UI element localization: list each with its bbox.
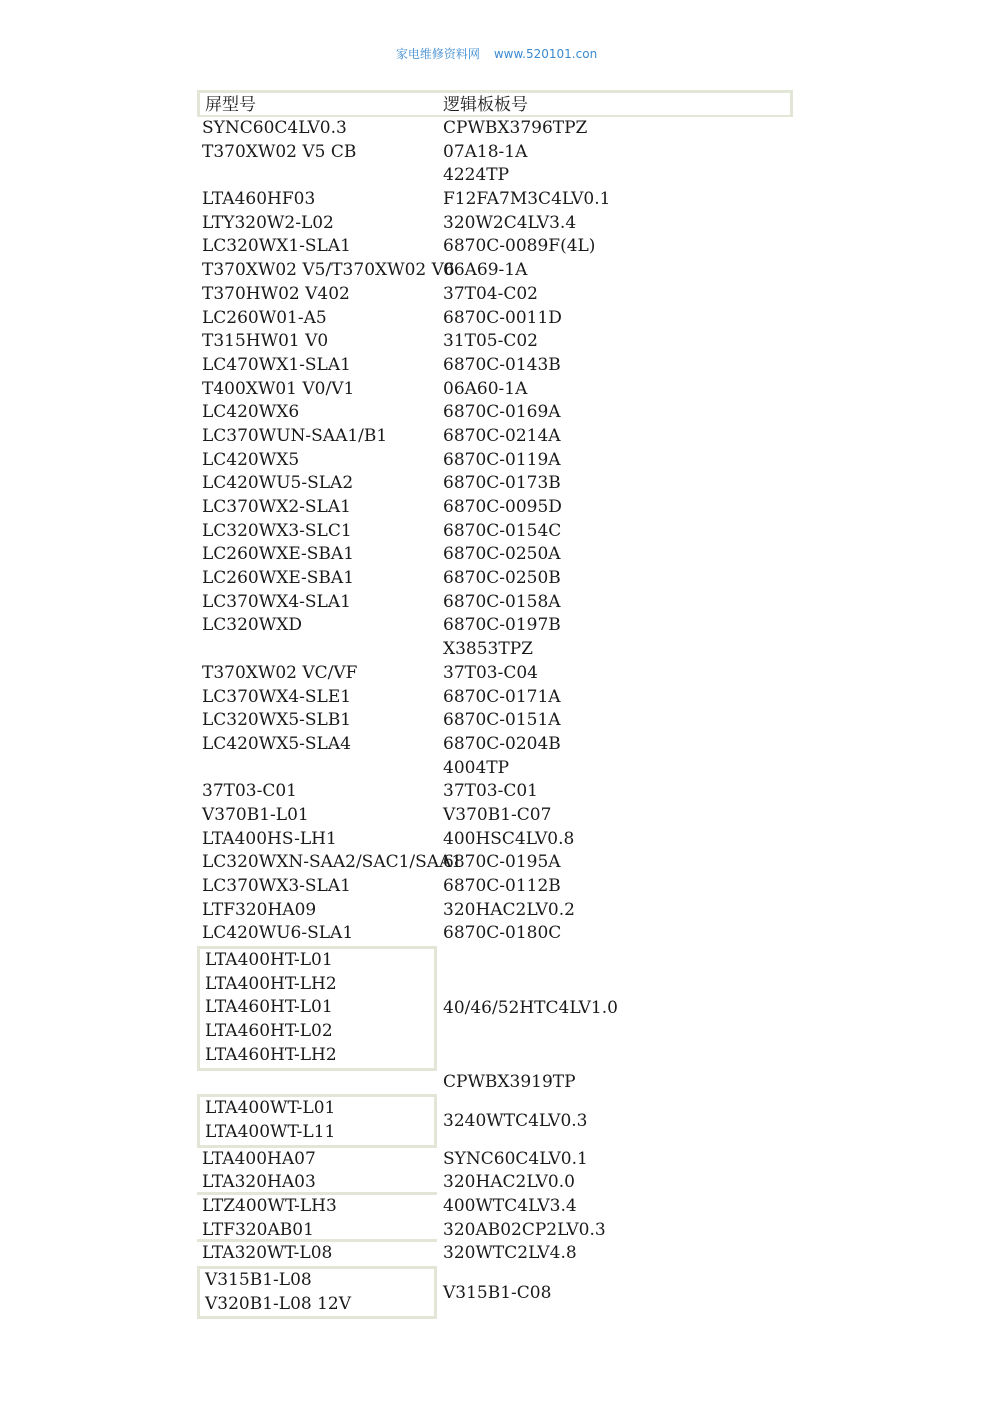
table-row (197, 804, 793, 828)
screen-model-cell: LC420WU5-SLA2 (202, 473, 354, 494)
screen-model-cell: LC420WX5-SLA4 (202, 733, 351, 754)
table-row-group (197, 1094, 793, 1147)
logic-board-cell: 4004TP (443, 757, 510, 778)
table-row (197, 638, 793, 662)
logic-board-cell: 320HAC2LV0.0 (443, 1172, 575, 1193)
screen-model-cell: LTY320W2-L02 (202, 212, 334, 233)
table-row (197, 662, 793, 686)
logic-board-cell: 6870C-0158A (443, 591, 561, 612)
table-row (197, 1171, 793, 1195)
screen-model-cell: T370XW02 V5 CB (202, 141, 357, 162)
screen-model-cell: LC470WX1-SLA1 (202, 354, 351, 375)
screen-model-cell: LTA460HF03 (202, 189, 316, 210)
logic-board-cell: 320WTC2LV4.8 (443, 1243, 577, 1264)
screen-model-cell: LC370WX4-SLA1 (202, 591, 351, 612)
column-header-logic-board: 逻辑板板号 (437, 90, 793, 117)
logic-group-cell: 3240WTC4LV0.3 (443, 1110, 588, 1131)
screen-model-cell: LC320WX1-SLA1 (202, 236, 351, 257)
table-row (197, 188, 793, 212)
screen-model-cell (197, 757, 437, 781)
logic-board-cell: 6870C-0195A (443, 852, 561, 873)
screen-group-cell (197, 1266, 437, 1319)
logic-board-cell: 6870C-0197B (443, 615, 561, 636)
table-row (197, 164, 793, 188)
logic-board-cell: 6870C-0171A (443, 686, 561, 707)
logic-board-cell: 400HSC4LV0.8 (443, 828, 575, 849)
screen-model-cell: LC420WX6 (202, 402, 300, 423)
screen-model-cell: LTZ400WT-LH3 (202, 1195, 337, 1216)
table-row (197, 543, 793, 567)
screen-model-cell: LTA400HA07 (202, 1148, 316, 1169)
table-row (197, 449, 793, 473)
screen-model-cell: LC260WXE-SBA1 (202, 544, 355, 565)
table-body-tail (197, 1148, 793, 1266)
table-row (197, 614, 793, 638)
logic-board-cell: 06A69-1A (443, 260, 528, 281)
screen-model-line: LTA400WT-L01 (205, 1098, 336, 1119)
screen-model-cell (197, 164, 437, 188)
logic-board-cell: 6870C-0214A (443, 425, 561, 446)
logic-board-cell: 6870C-0173B (443, 473, 561, 494)
logic-board-cell: 6870C-0089F(4L) (443, 236, 596, 257)
logic-group-cell: V315B1-C08 (443, 1282, 552, 1303)
screen-model-cell: LC370WX4-SLE1 (202, 686, 352, 707)
table-row (197, 567, 793, 591)
table-row (197, 472, 793, 496)
table-row (197, 259, 793, 283)
screen-model-line: LTA400HT-L01 (205, 950, 333, 971)
table-row (197, 1148, 793, 1172)
screen-model-cell: LTF320HA09 (202, 899, 317, 920)
screen-model-cell: LC320WX5-SLB1 (202, 710, 352, 731)
logic-board-cell: 37T03-C01 (443, 781, 538, 802)
table-row (197, 1219, 793, 1243)
screen-group-cell (197, 1094, 437, 1147)
table-row (197, 117, 793, 141)
column-header-screen: 屏型号 (197, 90, 437, 117)
table-row-group (197, 1266, 793, 1319)
screen-model-cell: LTA320HA03 (197, 1171, 437, 1195)
logic-board-cell: F12FA7M3C4LV0.1 (443, 189, 611, 210)
logic-board-cell: CPWBX3796TPZ (443, 118, 588, 138)
logic-board-cell: 06A60-1A (443, 378, 528, 399)
screen-model-cell: LTA320WT-L08 (202, 1243, 333, 1264)
logic-board-cell: 07A18-1A (443, 141, 528, 162)
logic-board-cell: 320AB02CP2LV0.3 (443, 1219, 606, 1240)
table-row (197, 733, 793, 757)
table-row (197, 283, 793, 307)
screen-model-cell: LC320WXN-SAA2/SAC1/SAA1 (202, 852, 463, 873)
logic-board-cell: 6870C-0095D (443, 497, 562, 517)
table-row (197, 354, 793, 378)
screen-model-cell: 37T03-C01 (202, 781, 297, 802)
logic-board-cell: 4224TP (443, 165, 510, 186)
table-row (197, 780, 793, 804)
screen-model-line: LTA460HT-LH2 (205, 1044, 337, 1065)
screen-model-cell: LTA400HS-LH1 (202, 828, 337, 849)
screen-model-cell: LC420WU6-SLA1 (202, 923, 354, 944)
table-header-row (197, 90, 793, 117)
screen-model-cell: LTF320AB01 (197, 1219, 437, 1243)
table-row (197, 425, 793, 449)
logic-board-cell: 6870C-0112B (443, 876, 561, 896)
logic-board-cell: 6870C-0250B (443, 568, 561, 589)
table-row (197, 378, 793, 402)
table-row (197, 899, 793, 923)
screen-model-line: V315B1-L08 (205, 1270, 312, 1290)
screen-model-cell: LC370WUN-SAA1/B1 (202, 425, 388, 446)
table-row-group (197, 946, 793, 1070)
screen-model-line: LTA400WT-L11 (205, 1121, 336, 1142)
screen-model-line: LTA460HT-L01 (205, 997, 333, 1018)
table-row (197, 709, 793, 733)
screen-model-cell: LC320WXD (202, 615, 302, 636)
site-name: 家电维修资料网 (395, 47, 480, 61)
logic-board-cell: 320W2C4LV3.4 (443, 212, 577, 233)
table-row (197, 851, 793, 875)
screen-model-cell: LC260WXE-SBA1 (202, 568, 355, 589)
table-row (197, 757, 793, 781)
screen-model-cell: T370HW02 V402 (202, 283, 350, 304)
screen-model-line: LTA400HT-LH2 (205, 973, 337, 994)
table-row: CPWBX3919TP (443, 1071, 576, 1092)
logic-board-cell: 31T05-C02 (443, 331, 538, 352)
logic-board-cell: 6870C-0011D (443, 307, 562, 328)
table-row (197, 520, 793, 544)
table-row (197, 330, 793, 354)
logic-group-cell: 40/46/52HTC4LV1.0 (443, 998, 618, 1019)
screen-model-cell: T315HW01 V0 (202, 331, 329, 352)
table-row (197, 686, 793, 710)
screen-model-cell: LC420WX5 (202, 449, 300, 470)
logic-board-cell: 6870C-0180C (443, 923, 562, 944)
screen-model-cell: V370B1-L01 (202, 804, 309, 825)
screen-model-cell: T400XW01 V0/V1 (202, 378, 355, 399)
screen-model-cell: T370XW02 VC/VF (202, 662, 358, 683)
table-row (197, 922, 793, 946)
table-body (197, 117, 793, 946)
screen-model-line: LTA460HT-L02 (205, 1021, 333, 1042)
logic-board-cell: 400WTC4LV3.4 (443, 1195, 577, 1216)
logic-board-cell: 6870C-0204B (443, 733, 561, 754)
logic-board-cell: 6870C-0119A (443, 449, 561, 470)
table-row (197, 141, 793, 165)
logic-board-cell: 320HAC2LV0.2 (443, 899, 575, 920)
page-header (0, 45, 993, 62)
screen-model-cell: LC370WX3-SLA1 (202, 876, 351, 896)
screen-model-cell: T370XW02 V5/T370XW02 V6 (202, 260, 455, 281)
table-row (197, 496, 793, 520)
table-row (197, 307, 793, 331)
logic-board-cell: 37T03-C04 (443, 662, 538, 683)
screen-group-cell (197, 946, 437, 1070)
screen-model-cell: LC320WX3-SLC1 (202, 520, 352, 541)
screen-logic-board-table (197, 90, 793, 1319)
logic-board-cell: 6870C-0169A (443, 402, 561, 423)
screen-model-cell: LC370WX2-SLA1 (202, 497, 351, 517)
logic-board-cell: 37T04-C02 (443, 283, 538, 304)
site-url: www.520101.con (493, 47, 598, 61)
logic-board-cell: V370B1-C07 (443, 804, 552, 825)
table-row (197, 1242, 793, 1266)
screen-model-line: V320B1-L08 12V (205, 1293, 352, 1314)
screen-model-cell: SYNC60C4LV0.3 (202, 118, 347, 138)
table-row (197, 401, 793, 425)
table-row (197, 212, 793, 236)
table-row (197, 828, 793, 852)
logic-board-cell: X3853TPZ (443, 639, 533, 660)
logic-board-cell: 6870C-0143B (443, 354, 561, 375)
logic-board-cell: 6870C-0154C (443, 520, 562, 541)
logic-board-cell: SYNC60C4LV0.1 (443, 1148, 588, 1169)
table-row (197, 591, 793, 615)
table-row (197, 875, 793, 899)
logic-board-cell: 6870C-0151A (443, 710, 561, 731)
screen-model-cell (197, 638, 437, 662)
logic-board-cell: 6870C-0250A (443, 544, 561, 565)
table-row (197, 1195, 793, 1219)
table-row (197, 235, 793, 259)
screen-model-cell: LC260W01-A5 (202, 307, 327, 328)
